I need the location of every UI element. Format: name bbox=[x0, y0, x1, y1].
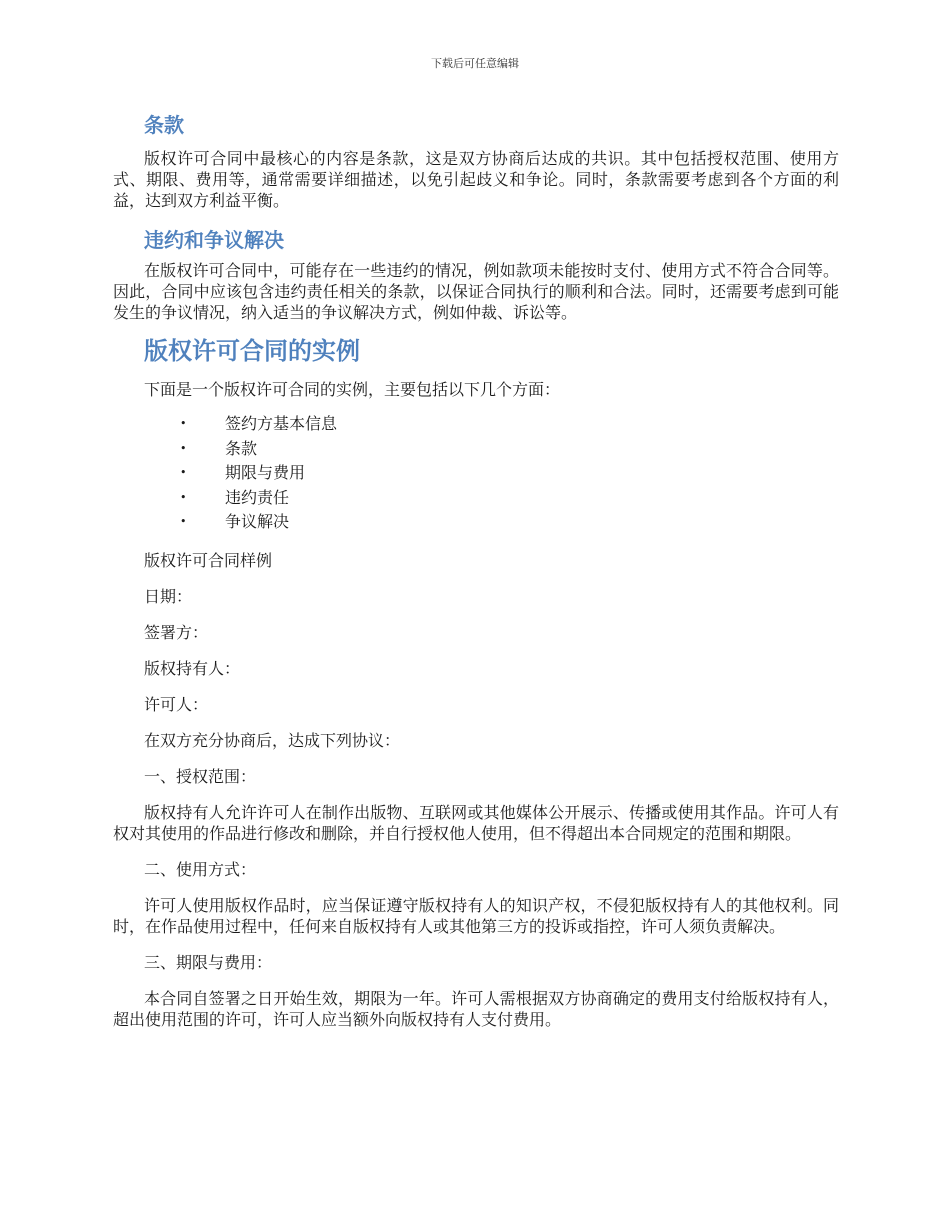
bullet-icon: • bbox=[180, 515, 187, 528]
date-label: 日期： bbox=[144, 586, 193, 606]
section-heading-terms: 条款 bbox=[144, 113, 184, 137]
list-item bbox=[113, 461, 839, 486]
section-heading-breach: 违约和争议解决 bbox=[144, 228, 284, 252]
agreement-intro: 在双方充分协商后，达成下列协议： bbox=[144, 730, 401, 750]
list-item-label: 条款 bbox=[225, 438, 258, 458]
list-item bbox=[113, 412, 839, 437]
bullet-icon: • bbox=[180, 417, 187, 430]
page-header-note: 下载后可任意编辑 bbox=[431, 57, 519, 70]
example-intro: 下面是一个版权许可合同的实例，主要包括以下几个方面： bbox=[144, 380, 561, 399]
list-item-label: 争议解决 bbox=[225, 512, 290, 531]
holder-label: 版权持有人： bbox=[144, 658, 241, 678]
clause2-text: 许可人使用版权作品时，应当保证遵守版权持有人的知识产权，不侵犯版权持有人的其他权利。同时，在作品使用过程中，任何来自版权持有人或其他第三方的投诉或指控，许可人须负责解决。 bbox=[113, 895, 839, 936]
clause2-title: 二、使用方式： bbox=[144, 859, 257, 879]
aspect-list bbox=[113, 412, 839, 535]
clause1-title: 一、授权范围： bbox=[144, 766, 257, 786]
section-heading-example: 版权许可合同的实例 bbox=[144, 337, 360, 365]
list-item bbox=[113, 510, 839, 535]
bullet-icon: • bbox=[180, 466, 187, 479]
list-item-label: 签约方基本信息 bbox=[225, 414, 338, 433]
breach-paragraph: 在版权许可合同中，可能存在一些违约的情况，例如款项未能按时支付、使用方式不符合合同等。因此，合同中应该包含违约责任相关的条款，以保证合同执行的顺利和合法。同时，还需要考虑到可能发生的争议情况，纳入适当的争议解决方式，例如仲裁、诉讼等。 bbox=[113, 261, 839, 322]
terms-paragraph: 版权许可合同中最核心的内容是条款，这是双方协商后达成的共识。其中包括授权范围、使用方式、期限、费用等，通常需要详细描述，以免引起歧义和争论。同时，条款需要考虑到各个方面的利益，达到双方利益平衡。 bbox=[113, 149, 839, 210]
clause3-text: 本合同自签署之日开始生效，期限为一年。许可人需根据双方协商确定的费用支付给版权持有人，超出使用范围的许可，许可人应当额外向版权持有人支付费用。 bbox=[113, 988, 839, 1029]
list-item bbox=[113, 486, 839, 511]
clause3-title: 三、期限与费用： bbox=[144, 952, 273, 972]
clause1-text: 版权持有人允许许可人在制作出版物、互联网或其他媒体公开展示、传播或使用其作品。许可人有权对其使用的作品进行修改和删除，并自行授权他人使用，但不得超出本合同规定的范围和期限。 bbox=[113, 802, 839, 843]
list-item bbox=[113, 437, 839, 462]
bullet-icon: • bbox=[180, 441, 187, 455]
bullet-icon: • bbox=[180, 490, 187, 504]
licensee-label: 许可人： bbox=[144, 694, 209, 714]
sample-title: 版权许可合同样例 bbox=[144, 550, 273, 570]
list-item-label: 违约责任 bbox=[225, 487, 290, 507]
document-body bbox=[113, 108, 839, 1030]
list-item-label: 期限与费用 bbox=[225, 463, 306, 482]
signatory-label: 签署方： bbox=[144, 622, 209, 642]
